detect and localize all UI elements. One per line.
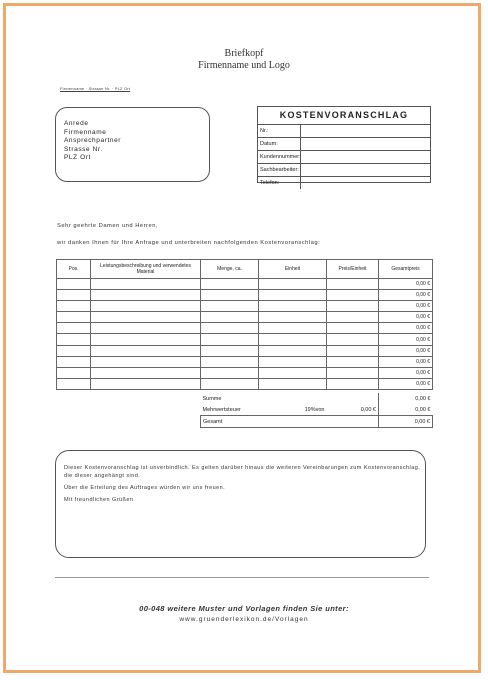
address-line: Strasse Nr. [64, 145, 103, 153]
table-cell[interactable] [327, 378, 379, 389]
quote-row-datum [258, 138, 430, 151]
table-cell[interactable] [201, 323, 259, 334]
table-cell[interactable] [327, 367, 379, 378]
table-cell[interactable] [259, 290, 327, 301]
table-cell[interactable] [57, 290, 91, 301]
table-cell[interactable] [327, 290, 379, 301]
table-cell[interactable] [327, 334, 379, 345]
table-row [57, 279, 433, 290]
row-total-cell[interactable]: 0,00 € [379, 378, 433, 389]
table-row [57, 312, 433, 323]
row-total-cell[interactable]: 0,00 € [379, 356, 433, 367]
gesamt-label: Gesamt [201, 416, 259, 428]
summe-label: Summe [202, 395, 222, 402]
table-cell[interactable] [91, 290, 201, 301]
table-cell[interactable] [201, 356, 259, 367]
table-cell[interactable] [327, 312, 379, 323]
table-cell[interactable] [91, 378, 201, 389]
quote-row-sachbearbeiter [258, 164, 430, 177]
header-description: Leistungsbeschreibung und verwendetes Material [91, 260, 201, 279]
table-cell[interactable] [259, 345, 327, 356]
table-cell[interactable] [57, 367, 91, 378]
table-cell[interactable] [259, 356, 327, 367]
address-line: Anrede [64, 120, 89, 127]
header-pos: Pos. [57, 260, 91, 279]
mwst-base: 0,00 € [360, 406, 376, 413]
totals-table [200, 393, 433, 428]
mwst-rate: 19%von [304, 406, 325, 413]
address-line: Firmenname [64, 128, 107, 136]
footer-line1: 00-048 weitere Muster und Vorlagen finden Sie unter: [139, 604, 349, 613]
quote-row-label: Datum: [258, 138, 301, 150]
quote-title: KOSTENVORANSCHLAG [258, 107, 430, 125]
totals-row-mwst [201, 404, 433, 416]
table-row [57, 367, 433, 378]
table-row [57, 323, 433, 334]
quote-row-label: Sachbearbeiter: [258, 164, 301, 176]
header-unit-price: Preis/Einheit [327, 260, 379, 279]
table-cell[interactable] [201, 312, 259, 323]
table-cell[interactable] [327, 323, 379, 334]
note-paragraph-1: Dieser Kostenvoranschlag ist unverbindlich. Es gelten darüber hinaus die weiteren Vereinbarungen zum Kostenvoranschlag, die dieser angehängt sind. [64, 465, 421, 479]
quote-row-label: Nr.: [258, 125, 301, 137]
header-unit: Einheit [259, 260, 327, 279]
note-paragraph-3: Mit freundlichen Grüßen [64, 497, 134, 503]
table-cell[interactable] [57, 334, 91, 345]
table-cell[interactable] [57, 312, 91, 323]
table-row [57, 378, 433, 389]
table-cell[interactable] [201, 367, 259, 378]
table-cell[interactable] [327, 345, 379, 356]
table-cell[interactable] [201, 301, 259, 312]
quote-row-label: Telefon: [258, 177, 301, 189]
quote-row-label: Kundennummer: [258, 151, 301, 163]
mwst-value: 0,00 € [379, 404, 433, 416]
table-cell[interactable] [57, 356, 91, 367]
table-cell[interactable] [259, 367, 327, 378]
letterhead-line2: Firmenname und Logo [198, 60, 290, 71]
gesamt-value: 0,00 € [379, 416, 433, 428]
table-cell[interactable] [91, 312, 201, 323]
row-total-cell[interactable]: 0,00 € [379, 279, 433, 290]
mwst-label: Mehrwertsteuer [202, 406, 241, 413]
table-row [57, 356, 433, 367]
closing-note-box [55, 450, 426, 558]
intro-text: wir danken Ihnen für Ihre Anfrage und unterbreiten nachfolgenden Kostenvoranschlag: [57, 240, 321, 246]
table-cell[interactable] [57, 279, 91, 290]
table-cell[interactable] [259, 312, 327, 323]
summe-value: 0,00 € [379, 393, 433, 404]
table-cell[interactable] [259, 323, 327, 334]
table-cell[interactable] [91, 279, 201, 290]
row-total-cell[interactable]: 0,00 € [379, 323, 433, 334]
footer-link[interactable]: www.gruenderlexikon.de/Vorlagen [179, 616, 309, 623]
table-cell[interactable] [327, 301, 379, 312]
table-row [57, 334, 433, 345]
table-row [57, 301, 433, 312]
table-cell[interactable] [259, 378, 327, 389]
header-total-price: Gesamtpreis [379, 260, 433, 279]
row-total-cell[interactable]: 0,00 € [379, 290, 433, 301]
table-cell[interactable] [259, 301, 327, 312]
table-cell[interactable] [91, 334, 201, 345]
totals-row-summe [201, 393, 433, 404]
table-row [57, 345, 433, 356]
table-cell[interactable] [201, 290, 259, 301]
items-body [57, 279, 433, 390]
table-cell[interactable] [91, 301, 201, 312]
row-total-cell[interactable]: 0,00 € [379, 367, 433, 378]
items-table [56, 259, 433, 390]
table-cell[interactable] [259, 279, 327, 290]
table-cell[interactable] [57, 378, 91, 389]
note-paragraph-2: Über die Erteilung des Auftrages würden wir uns freuen. [64, 485, 226, 491]
table-header-row [57, 260, 433, 279]
table-cell[interactable] [91, 345, 201, 356]
totals-row-gesamt [201, 416, 433, 428]
quote-row-telefon [258, 177, 430, 189]
quote-row-nr [258, 125, 430, 138]
table-cell[interactable] [201, 345, 259, 356]
quote-info-box [257, 106, 431, 186]
table-cell[interactable] [91, 356, 201, 367]
address-window [55, 107, 210, 182]
address-line: PLZ Ort [64, 154, 91, 162]
table-cell[interactable] [259, 334, 327, 345]
table-cell[interactable] [201, 279, 259, 290]
header-quantity: Menge, ca. [201, 260, 259, 279]
row-total-cell[interactable]: 0,00 € [379, 301, 433, 312]
footer-divider [55, 577, 429, 578]
sender-line: Firmenname · Strasse Nr. · PLZ Ort [60, 86, 131, 91]
address-line: Ansprechpartner [64, 137, 122, 145]
table-cell[interactable] [201, 334, 259, 345]
table-cell[interactable] [57, 345, 91, 356]
table-cell[interactable] [57, 301, 91, 312]
table-cell[interactable] [57, 323, 91, 334]
salutation: Sehr geehrte Damen und Herren, [57, 223, 159, 229]
row-total-cell[interactable]: 0,00 € [379, 334, 433, 345]
table-cell[interactable] [327, 279, 379, 290]
row-total-cell[interactable]: 0,00 € [379, 312, 433, 323]
table-cell[interactable] [91, 323, 201, 334]
table-row [57, 290, 433, 301]
row-total-cell[interactable]: 0,00 € [379, 345, 433, 356]
table-cell[interactable] [201, 378, 259, 389]
table-cell[interactable] [91, 367, 201, 378]
letterhead-line1: Briefkopf [224, 48, 264, 59]
table-cell[interactable] [327, 356, 379, 367]
quote-row-kundennummer [258, 151, 430, 164]
